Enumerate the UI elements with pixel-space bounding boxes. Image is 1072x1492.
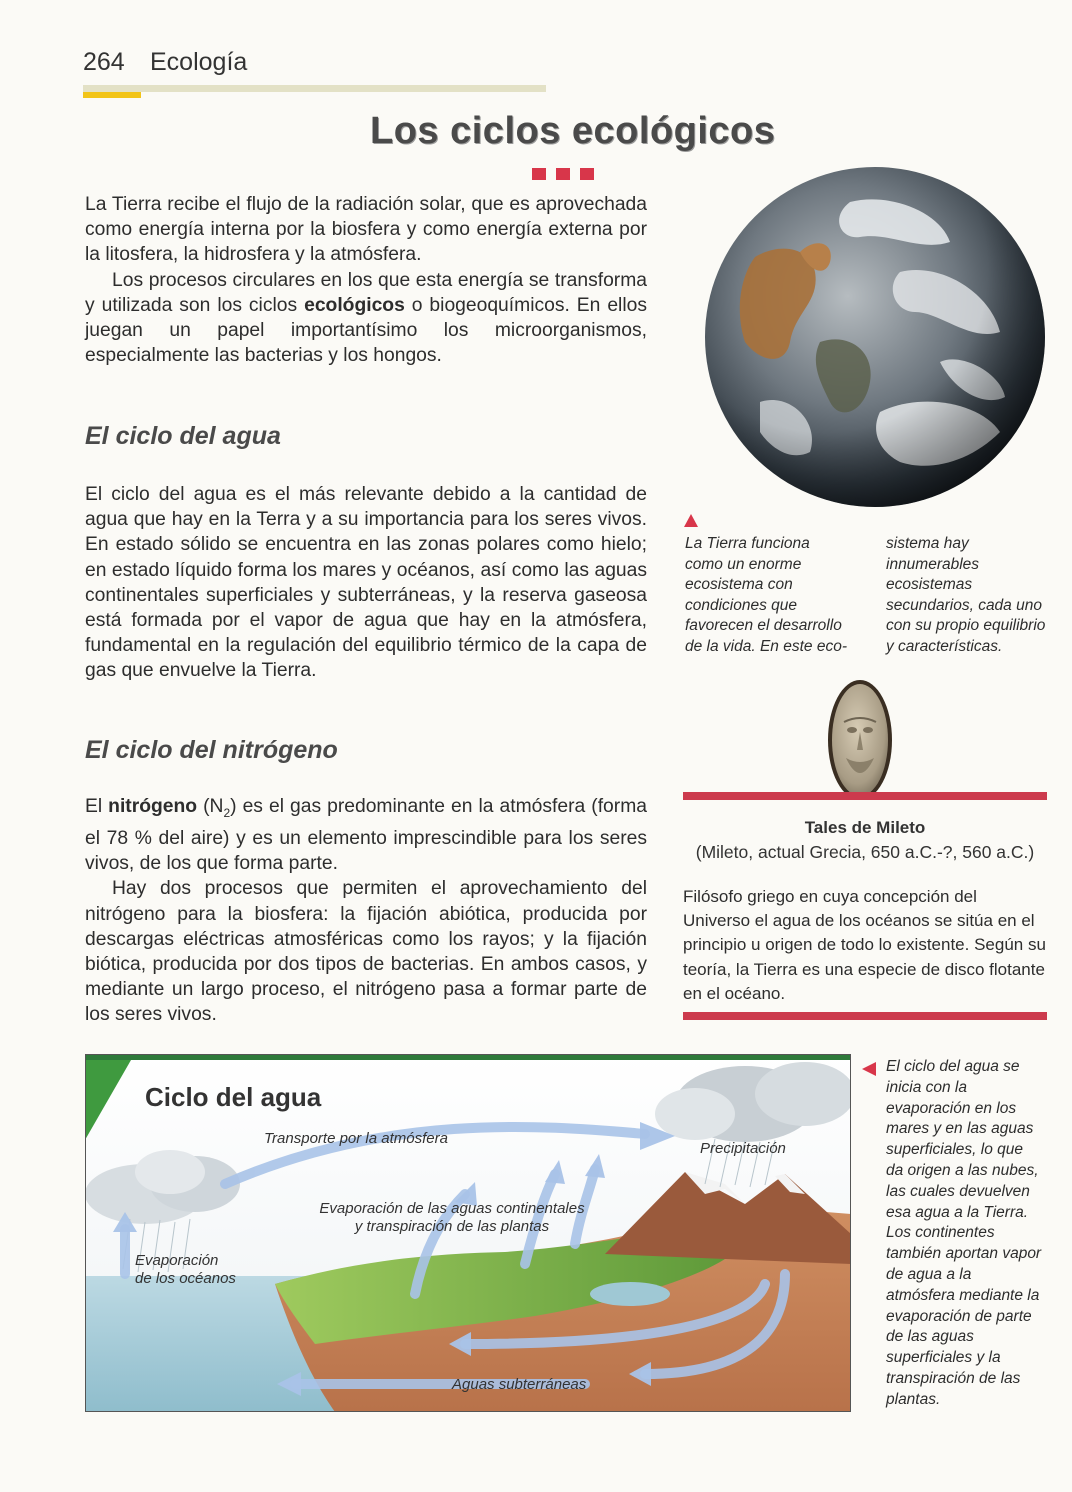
label-evaporation-continental bbox=[300, 1200, 604, 1236]
label-evap-ocean-line2: de los océanos bbox=[135, 1270, 236, 1287]
intro-paragraph-2 bbox=[85, 268, 647, 369]
nitrogen-cycle-heading: El ciclo del nitrógeno bbox=[85, 736, 338, 764]
nitrogen-paragraph-1 bbox=[85, 794, 647, 876]
tales-portrait bbox=[826, 678, 894, 802]
label-evap-cont-line2: y transpiración de las plantas bbox=[354, 1218, 550, 1235]
nitrogen-formula: (N bbox=[197, 796, 224, 817]
label-groundwater: Aguas subterráneas bbox=[452, 1376, 587, 1393]
intro-p2-start: Los procesos circulares en los que esta energía se transforma y utilizada son los ciclos bbox=[85, 269, 647, 316]
tales-bottom-bar bbox=[683, 1012, 1047, 1020]
tales-name: Tales de Mileto bbox=[804, 818, 926, 837]
label-evaporation-ocean bbox=[135, 1252, 236, 1288]
nitrogen-bold: nitrógeno bbox=[108, 796, 198, 817]
earth-caption-col1: La Tierra funciona como un enorme ecosistema con condiciones que favorecen el desarrollo de la vida. En este eco- bbox=[685, 535, 847, 655]
title-square bbox=[580, 168, 594, 180]
nitrogen-cycle-text bbox=[85, 794, 647, 1028]
diagram-caption: El ciclo del agua se inicia con la evaporación en los mares y en las aguas superficiales, lo que da origen a las nubes, las cuales devuelven esa agua a la Tierra. Los continentes también aportan vapor de agua a la atmósfera mediante la evaporación de parte de las aguas superficiales y la transpiración de las plantas. bbox=[886, 1058, 1042, 1408]
label-evap-cont-line1: Evaporación de las aguas continentales bbox=[319, 1200, 585, 1217]
tales-bio: Filósofo griego en cuya concepción del Universo el agua de los océanos se sitúa en el principio u origen de todo lo existente. Según su teoría, la Tierra es una especie de disco flotante en el océano. bbox=[683, 887, 1046, 1003]
diagram-title: Ciclo del agua bbox=[145, 1082, 322, 1112]
nitrogen-p1-start: El bbox=[85, 796, 109, 817]
nitrogen-subscript: 2 bbox=[223, 805, 231, 820]
tales-dates: (Mileto, actual Grecia, 650 a.C.-?, 560 a.C.) bbox=[695, 842, 1035, 862]
header-rule bbox=[83, 85, 546, 92]
nitrogen-paragraph-2: Hay dos procesos que permiten el aprovechamiento del nitrógeno para la biosfera: la fijación abiótica, producida por descargas eléctricas atmosféricas como los rayos; y la fijación biótica, producida por dos tipos de bacterias. En ambos casos, y mediante un largo proceso, el nitrógeno pasa a formar parte de los seres vivos. bbox=[85, 878, 647, 1026]
page-number: 264 bbox=[83, 48, 125, 76]
water-cycle-text: El ciclo del agua es el más relevante debido a la cantidad de agua que hay en la Terra y a su importancia para los seres vivos. En estado sólido se encuentra en las zonas polares como hielo; en estado líquido forma los mares y océanos, así como las aguas continentales superficiales y subterráneas, y la reserva gaseosa está formada por el vapor de agua que hay en la atmósfera, fundamental en la regulación del equilibrio térmico de la capa de gas que envuelve la Tierra. bbox=[85, 484, 647, 682]
earth-caption-col2: sistema hay innumerables ecosistemas secundarios, cada uno con su propio equilibrio y características. bbox=[886, 535, 1046, 655]
title-square bbox=[532, 168, 546, 180]
triangle-up-icon bbox=[683, 512, 699, 528]
earth-photo bbox=[700, 162, 1050, 512]
water-cycle-heading: El ciclo del agua bbox=[85, 422, 281, 450]
intro-p2-bold: ecológicos bbox=[304, 294, 405, 316]
label-transport: Transporte por la atmósfera bbox=[264, 1130, 448, 1147]
page-title: Los ciclos ecológicos bbox=[370, 110, 776, 152]
section-title: Ecología bbox=[150, 48, 248, 76]
intro-text bbox=[85, 192, 647, 368]
label-precipitation: Precipitación bbox=[700, 1140, 786, 1157]
label-evap-ocean-line1: Evaporación bbox=[135, 1252, 219, 1269]
nitrogen-p1-rest: ) es el gas predominante en la atmósfera (forma el 78 % del aire) y es un elemento imprescindible para los seres vivos, de los que forma parte. bbox=[85, 796, 647, 875]
tales-top-bar bbox=[683, 792, 1047, 800]
title-square bbox=[556, 168, 570, 180]
triangle-left-icon bbox=[860, 1060, 878, 1078]
intro-paragraph-1: La Tierra recibe el flujo de la radiación solar, que es aprovechada como energía interna por la biosfera y como energía externa por la litosfera, la hidrosfera y la atmósfera. bbox=[85, 194, 647, 266]
intro-p2-end: o biogeoquímicos. En ellos juegan un papel importantísimo los microorganismos, especialmente las bacterias y los hongos. bbox=[85, 294, 647, 367]
header-rule-accent bbox=[83, 92, 141, 98]
